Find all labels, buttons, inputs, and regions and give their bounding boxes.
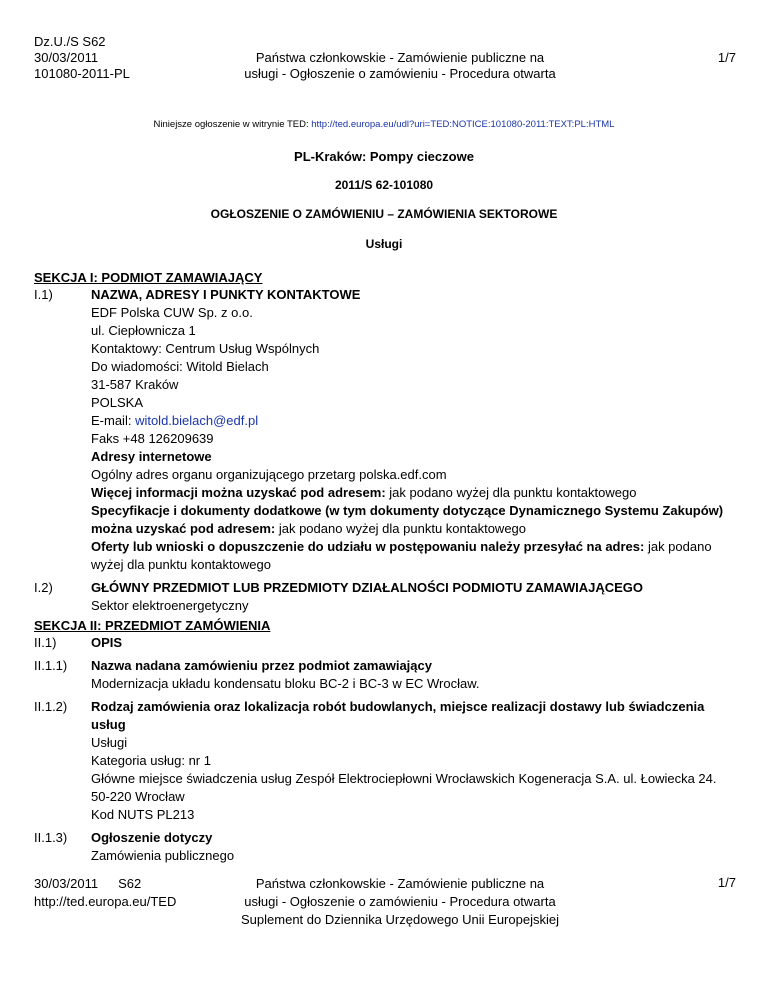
spec-line: [91, 521, 526, 537]
org-street: ul. Ciepłownicza 1: [91, 323, 196, 338]
offers-line: [91, 539, 712, 555]
org-email-line: [91, 413, 258, 429]
notice-type: OGŁOSZENIE O ZAMÓWIENIU – ZAMÓWIENIA SEKTOROWE: [210, 207, 558, 221]
item-i2-title: GŁÓWNY PRZEDMIOT LUB PRZEDMIOTY DZIAŁALNOŚCI PODMIOTU ZAMAWIAJĄCEGO: [91, 580, 644, 595]
ted-link[interactable]: http://ted.europa.eu/udl?uri=TED:NOTICE:101080-2011:TEXT:PL:HTML: [311, 119, 615, 130]
item-ii12-number: II.1.2): [34, 699, 68, 714]
footer-page-number: 1/7: [717, 875, 736, 890]
item-ii11-title: Nazwa nadana zamówieniu przez podmiot zamawiający: [91, 658, 432, 673]
header-date: 30/03/2011: [34, 50, 99, 65]
org-country: POLSKA: [91, 395, 144, 410]
org-attention: Do wiadomości: Witold Bielach: [91, 359, 269, 374]
item-ii1-title: OPIS: [91, 635, 123, 650]
offers-value: jak podano: [644, 539, 712, 554]
web-general-address: Ogólny adres organu organizującego przetarg polska.edf.com: [91, 467, 447, 482]
header-meta: [34, 34, 130, 82]
notice-ref: 101080-2011-PL: [34, 66, 130, 81]
header-page-number: 1/7: [717, 50, 736, 65]
header-title: [190, 50, 610, 82]
header-title-line2: usługi - Ogłoszenie o zamówieniu - Procedura otwarta: [244, 66, 556, 81]
footer-line3: Suplement do Dziennika Urzędowego Unii Europejskiej: [241, 912, 559, 927]
item-ii12-city: 50-220 Wrocław: [91, 789, 185, 804]
more-info-line: [91, 485, 636, 501]
item-ii11-value: Modernizacja układu kondensatu bloku BC-2 i BC-3 w EC Wrocław.: [91, 676, 480, 691]
footer-title: [200, 875, 600, 929]
offers-label: Oferty lub wnioski o dopuszczenie do udziału w postępowaniu należy przesyłać na adres:: [91, 539, 645, 554]
item-i11-number: I.1): [34, 287, 53, 302]
org-name: EDF Polska CUW Sp. z o.o.: [91, 305, 253, 320]
item-ii12-nuts: Kod NUTS PL213: [91, 807, 195, 822]
item-ii12-type: Usługi: [91, 735, 128, 750]
email-link[interactable]: witold.bielach@edf.pl: [135, 413, 259, 428]
more-info-value: jak podano wyżej dla punktu kontaktowego: [385, 485, 637, 500]
footer-issue: S62: [118, 876, 142, 891]
item-i2-value: Sektor elektroenergetyczny: [91, 598, 249, 613]
org-contact: Kontaktowy: Centrum Usług Wspólnych: [91, 341, 320, 356]
footer-site: http://ted.europa.eu/TED: [34, 894, 177, 909]
org-fax: Faks +48 126209639: [91, 431, 214, 446]
ted-notice-line: [0, 119, 768, 130]
item-ii12-title: Rodzaj zamówienia oraz lokalizacja robót budowlanych, miejsce realizacji dostawy lub świadczenia: [91, 699, 705, 714]
item-ii13-number: II.1.3): [34, 830, 68, 845]
footer-line1: Państwa członkowskie - Zamówienie publiczne na: [255, 876, 545, 891]
section-1-heading: SEKCJA I: PODMIOT ZAMAWIAJĄCY: [34, 270, 263, 285]
org-postcode: 31-587 Kraków: [91, 377, 179, 392]
web-addresses-heading: Adresy internetowe: [91, 449, 212, 464]
item-ii13-title: Ogłoszenie dotyczy: [91, 830, 213, 845]
notice-place-title: PL-Kraków: Pompy cieczowe: [294, 149, 474, 164]
more-info-label: Więcej informacji można uzyskać pod adresem:: [91, 485, 386, 500]
email-label: E-mail:: [91, 413, 136, 428]
spec-label: Specyfikacje i dokumenty dodatkowe (w tym dokumenty dotyczące Dynamicznego Systemu Zakupów): [91, 503, 724, 518]
item-ii12-category: Kategoria usług: nr 1: [91, 753, 211, 768]
footer-line2: usługi - Ogłoszenie o zamówieniu - Procedura otwarta: [244, 894, 556, 909]
journal-ref: Dz.U./S S62: [34, 34, 106, 49]
item-ii1-number: II.1): [34, 635, 57, 650]
item-ii12-title-cont: usług: [91, 717, 126, 732]
ted-prefix: Niniejsze ogłoszenie w witrynie TED:: [153, 119, 312, 130]
section-2-heading: SEKCJA II: PRZEDMIOT ZAMÓWIENIA: [34, 618, 271, 633]
spec-label-cont: można uzyskać pod adresem:: [91, 521, 276, 536]
notice-category: Usługi: [365, 237, 403, 251]
item-ii11-number: II.1.1): [34, 658, 68, 673]
item-i11-title: NAZWA, ADRESY I PUNKTY KONTAKTOWE: [91, 287, 361, 302]
spec-value: jak podano wyżej dla punktu kontaktowego: [275, 521, 527, 536]
header-title-line1: Państwa członkowskie - Zamówienie publiczne na: [255, 50, 545, 65]
item-ii13-value: Zamówienia publicznego: [91, 848, 235, 863]
item-i2-number: I.2): [34, 580, 53, 595]
item-ii12-place: Główne miejsce świadczenia usług Zespół Elektrociepłowni Wrocławskich Kogeneracja S.A. ul. Łowiecka 24.: [91, 771, 717, 786]
notice-number: 2011/S 62-101080: [334, 178, 434, 192]
footer-meta: [34, 875, 176, 911]
offers-value-cont: wyżej dla punktu kontaktowego: [91, 557, 271, 572]
footer-date: 30/03/2011: [34, 876, 99, 891]
footer-date-issue: [34, 875, 176, 893]
